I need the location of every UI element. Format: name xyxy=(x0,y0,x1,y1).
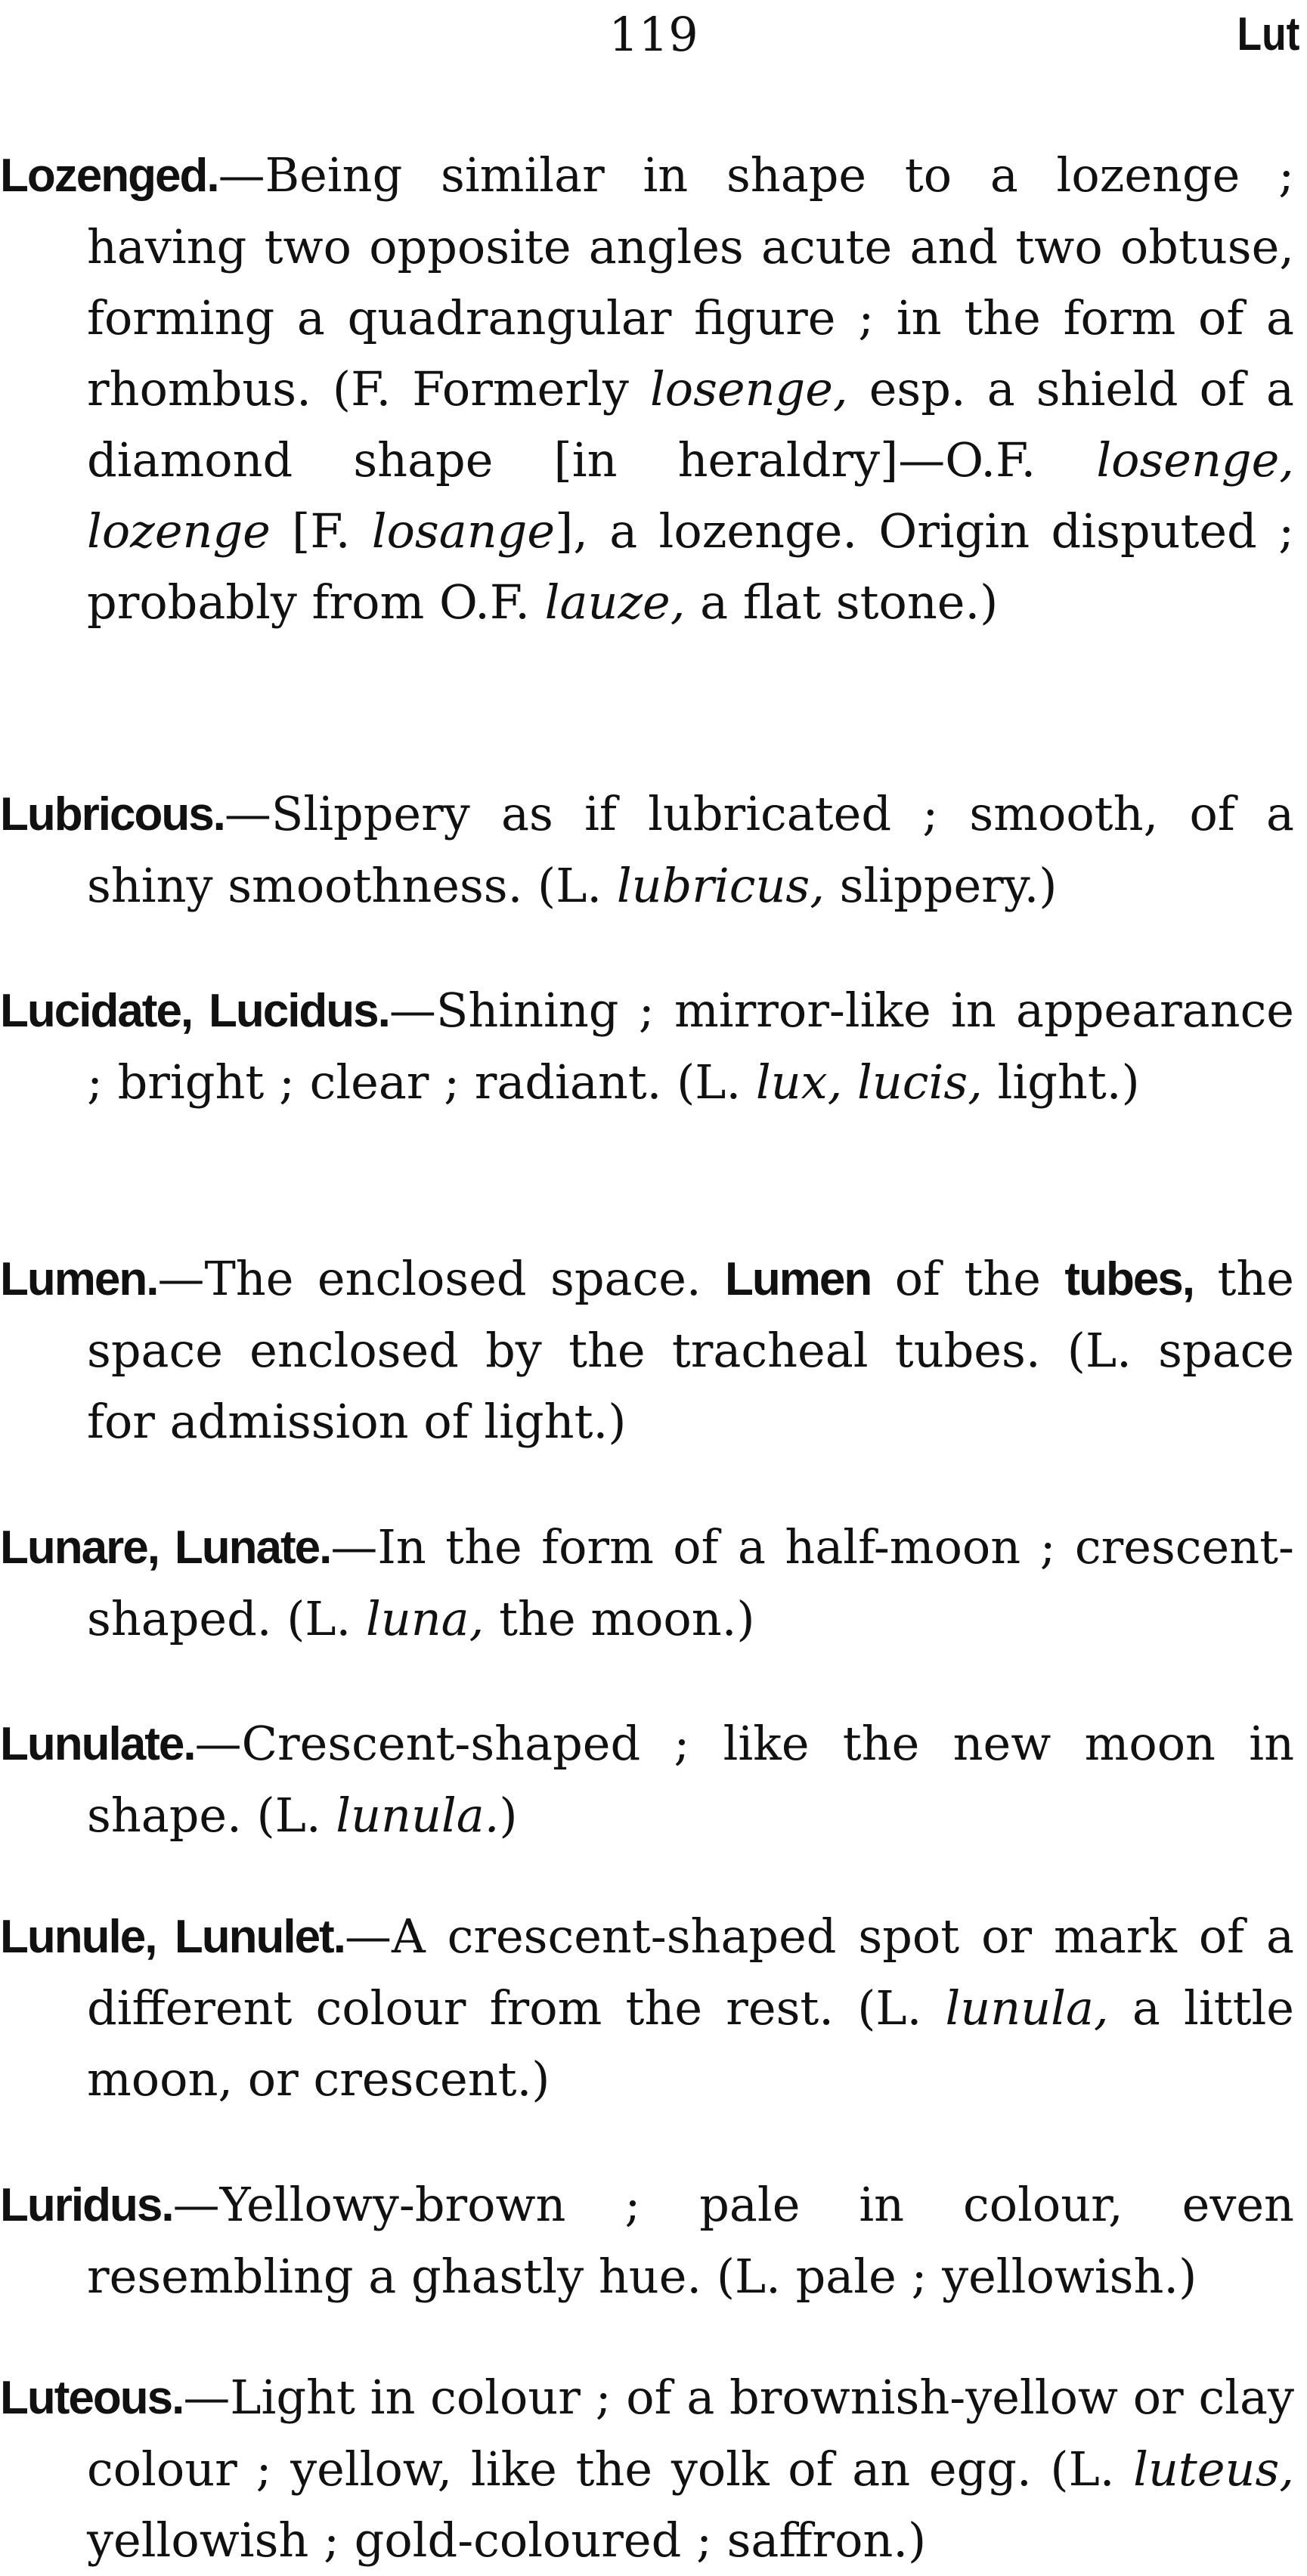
entry-text: the moon.) xyxy=(484,1591,755,1646)
page-number: 119 xyxy=(609,7,698,62)
entry-lubricous xyxy=(0,779,1294,921)
entry-text: ) xyxy=(499,1788,518,1843)
entry-italic: losange xyxy=(371,503,556,559)
entry-lozenged xyxy=(0,140,1294,638)
entry-italic: lubricus, xyxy=(616,858,825,913)
entry-text: ], a lozenge. Origin disputed ; probably from O.F. xyxy=(87,503,1294,630)
entry-text: [F. xyxy=(270,503,372,559)
entry-headword: Lozenged. xyxy=(0,150,218,202)
entry-text: —Shining ; mirror-like in appearance ; bright ; clear ; radiant. (L. xyxy=(87,983,1294,1110)
entry-italic: lunula, xyxy=(945,1980,1109,2036)
entry-text: —In the form of a half-moon ; crescent-shaped. (L. xyxy=(87,1519,1294,1646)
entry-text: —The enclosed space. xyxy=(157,1251,726,1306)
entry-italic: losenge, lozenge xyxy=(87,432,1294,559)
entry-text: a little moon, or crescent.) xyxy=(87,1980,1294,2107)
running-head: Lut xyxy=(1237,8,1299,60)
entry-text: of the xyxy=(871,1251,1065,1306)
entry-italic: luna, xyxy=(365,1591,485,1646)
entry-headword: Lunule, Lunulet. xyxy=(0,1911,345,1963)
entry-italic: lunula. xyxy=(336,1788,500,1843)
entry-text: esp. a shield of a diamond shape [in heraldry]—O.F. xyxy=(87,361,1295,488)
entry-text: —Crescent-shaped ; like the new moon in shape. (L. xyxy=(87,1716,1294,1843)
entry-headword: Lumen. xyxy=(0,1253,158,1305)
entry-italic: luteus, xyxy=(1133,2441,1294,2497)
entry-headword: Luridus. xyxy=(0,2179,173,2231)
entry-italic: lux, lucis, xyxy=(755,1054,983,1110)
entry-text: a flat stone.) xyxy=(685,574,999,630)
entry-text: —Slippery as if lubricated ; smooth, of a shiny smoothness. (L. xyxy=(87,786,1294,913)
entry-lunule xyxy=(0,1901,1294,2115)
entry-headword: Lunare, Lunate. xyxy=(0,1522,331,1574)
page-header xyxy=(0,0,1307,68)
entry-lumen xyxy=(0,1243,1294,1457)
entry-text: the space enclosed by the tracheal tubes. (L. space for admission of light.) xyxy=(87,1251,1294,1449)
entry-text: —Light in colour ; of a brownish-yellow or clay colour ; yellow, like the yolk of an egg. (L. xyxy=(87,2370,1294,2497)
entry-headword: Luteous. xyxy=(0,2372,184,2424)
entry-text: slippery.) xyxy=(824,858,1058,913)
entry-italic: losenge, xyxy=(649,361,848,416)
entry-luteous xyxy=(0,2362,1294,2576)
entry-text: —Being similar in shape to a lozenge ; having two opposite angles acute and two obtuse, forming a quadrangular figure ; in the form of a rhombus. (F. Formerly xyxy=(87,147,1294,416)
entry-lucidate xyxy=(0,975,1294,1118)
entry-lunare xyxy=(0,1512,1294,1655)
entry-text: —Yellowy-brown ; pale in colour, even resembling a ghastly hue. (L. pale ; yellowish.) xyxy=(87,2177,1294,2304)
entry-bold: tubes, xyxy=(1064,1253,1194,1305)
entry-headword: Lucidate, Lucidus. xyxy=(0,985,389,1037)
entry-luridus xyxy=(0,2169,1294,2312)
entry-lunulate xyxy=(0,1708,1294,1851)
entry-text: —A crescent-shaped spot or mark of a different colour from the rest. (L. xyxy=(87,1909,1295,2036)
entry-text: light.) xyxy=(982,1054,1140,1110)
entry-headword: Lunulate. xyxy=(0,1718,195,1770)
entry-text: yellowish ; gold-coloured ; saffron.) xyxy=(87,2513,927,2568)
entry-headword: Lubricous. xyxy=(0,788,225,841)
entry-bold: Lumen xyxy=(725,1253,872,1305)
entry-italic: lauze, xyxy=(544,574,686,630)
